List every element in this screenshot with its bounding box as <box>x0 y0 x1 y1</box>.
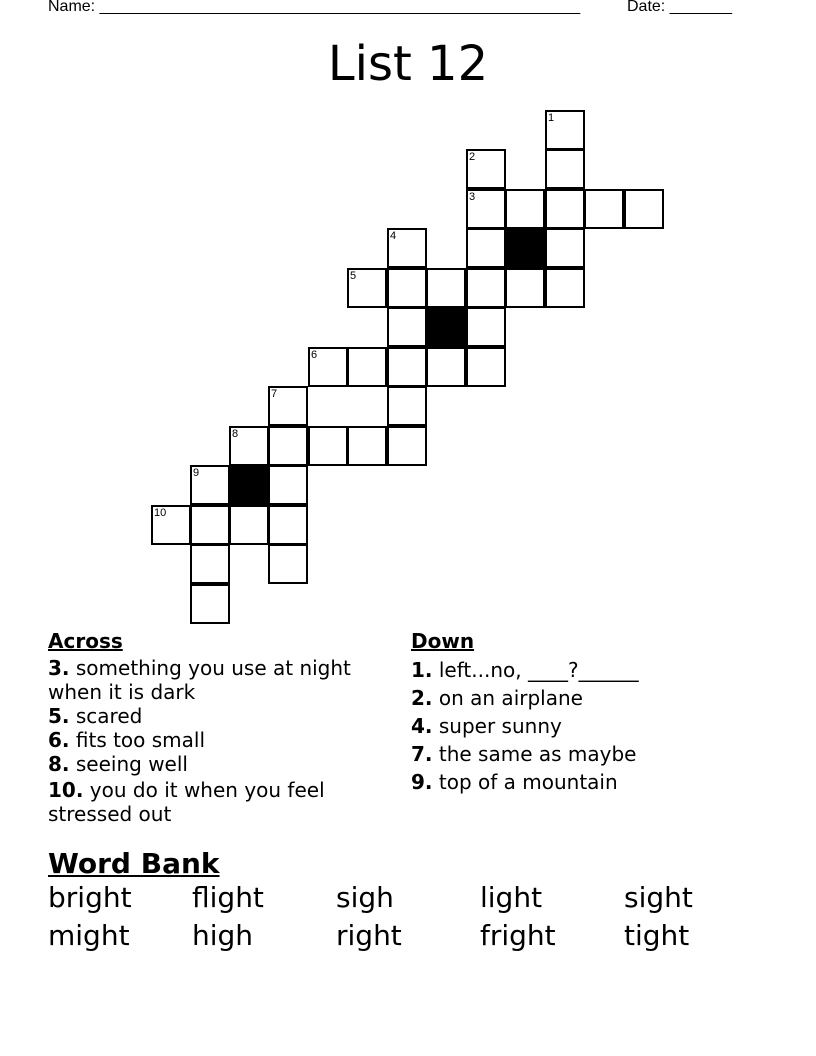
crossword-cell[interactable] <box>624 189 664 229</box>
clue-item <box>48 752 388 776</box>
clue-number: 7. <box>411 742 433 766</box>
crossword-cell[interactable] <box>466 268 506 308</box>
clue-text: the same as maybe <box>432 742 637 766</box>
name-field[interactable]: Name: ______________________________________________________ <box>48 0 581 15</box>
crossword-cell[interactable] <box>268 505 308 545</box>
crossword-cell[interactable] <box>505 268 545 308</box>
crossword-cell[interactable] <box>268 426 308 466</box>
crossword-cell[interactable] <box>229 505 269 545</box>
crossword-cell[interactable] <box>466 228 506 268</box>
crossword-cell[interactable] <box>387 426 427 466</box>
clue-number: 7 <box>271 388 278 400</box>
clue-text: something you use at night when it is dark <box>48 656 351 704</box>
clue-text: you do it when you feel stressed out <box>48 778 325 826</box>
crossword-cell[interactable] <box>387 268 427 308</box>
clue-number: 3. <box>48 656 70 680</box>
clue-text: fits too small <box>69 728 206 752</box>
clue-number: 9 <box>193 467 200 479</box>
word-bank-word: might <box>48 919 130 952</box>
clue-number: 8 <box>232 428 239 440</box>
crossword-cell[interactable] <box>190 584 230 624</box>
clue-text: scared <box>69 704 143 728</box>
page-title: List 12 <box>327 36 489 92</box>
clue-number: 4 <box>390 230 397 242</box>
word-bank-word: tight <box>624 919 690 952</box>
word-bank-word: sight <box>624 881 693 914</box>
clue-number: 6 <box>311 349 318 361</box>
clue-item <box>411 684 771 712</box>
clue-text: super sunny <box>432 714 562 738</box>
crossword-cell[interactable] <box>151 505 191 545</box>
clue-number: 6. <box>48 728 70 752</box>
word-bank-word: bright <box>48 881 132 914</box>
clue-item <box>411 656 771 684</box>
clue-number: 4. <box>411 714 433 738</box>
clue-text: left...no, ____?______ <box>432 658 639 682</box>
crossword-cell[interactable] <box>387 228 427 268</box>
clue-number: 9. <box>411 770 433 794</box>
word-bank-word: right <box>336 919 402 952</box>
clue-number: 10. <box>48 778 84 802</box>
crossword-cell[interactable] <box>584 189 624 229</box>
clue-text: top of a mountain <box>432 770 618 794</box>
crossword-cell[interactable] <box>545 149 585 189</box>
clue-number: 8. <box>48 752 70 776</box>
crossword-cell[interactable] <box>190 505 230 545</box>
clue-item <box>48 778 348 826</box>
down-heading: Down <box>411 629 475 653</box>
clue-text: on an airplane <box>432 686 583 710</box>
word-bank-word: high <box>192 919 254 952</box>
crossword-cell[interactable] <box>268 386 308 426</box>
across-heading: Across <box>48 629 123 653</box>
word-bank-word: sigh <box>336 881 394 914</box>
crossword-cell[interactable] <box>347 268 387 308</box>
clue-number: 2 <box>469 151 476 163</box>
black-square <box>229 465 269 505</box>
clue-item <box>48 656 388 704</box>
crossword-cell[interactable] <box>308 347 348 387</box>
clue-number: 1 <box>548 112 555 124</box>
word-bank-word: flight <box>192 881 264 914</box>
crossword-cell[interactable] <box>426 347 466 387</box>
clue-item <box>48 728 388 752</box>
crossword-cell[interactable] <box>466 189 506 229</box>
crossword-cell[interactable] <box>347 426 387 466</box>
crossword-cell[interactable] <box>190 465 230 505</box>
crossword-cell[interactable] <box>308 426 348 466</box>
crossword-cell[interactable] <box>190 544 230 584</box>
clue-item <box>411 768 771 796</box>
word-bank <box>48 881 768 953</box>
crossword-cell[interactable] <box>505 189 545 229</box>
clue-item <box>411 712 771 740</box>
word-bank-title: Word Bank <box>48 847 220 880</box>
clue-number: 5. <box>48 704 70 728</box>
down-clues <box>411 628 771 796</box>
crossword-cell[interactable] <box>545 228 585 268</box>
black-square <box>426 307 466 347</box>
crossword-cell[interactable] <box>466 149 506 189</box>
crossword-cell[interactable] <box>426 268 466 308</box>
clue-number: 2. <box>411 686 433 710</box>
black-square <box>505 228 545 268</box>
clue-item <box>411 740 771 768</box>
word-bank-word: fright <box>480 919 556 952</box>
date-field[interactable]: Date: _______ <box>627 0 732 15</box>
clue-item <box>48 704 388 728</box>
crossword-cell[interactable] <box>268 465 308 505</box>
crossword-cell[interactable] <box>545 268 585 308</box>
crossword-cell[interactable] <box>466 307 506 347</box>
crossword-cell[interactable] <box>387 386 427 426</box>
crossword-cell[interactable] <box>387 347 427 387</box>
crossword-cell[interactable] <box>229 426 269 466</box>
clue-number: 10 <box>154 507 167 519</box>
crossword-cell[interactable] <box>545 189 585 229</box>
crossword-cell[interactable] <box>387 307 427 347</box>
clue-number: 1. <box>411 658 433 682</box>
clue-number: 5 <box>350 270 357 282</box>
across-clues <box>48 628 388 826</box>
clue-number: 3 <box>469 191 476 203</box>
crossword-cell[interactable] <box>466 347 506 387</box>
word-bank-word: light <box>480 881 543 914</box>
crossword-cell[interactable] <box>347 347 387 387</box>
crossword-cell[interactable] <box>545 110 585 150</box>
crossword-cell[interactable] <box>268 544 308 584</box>
clue-text: seeing well <box>69 752 188 776</box>
